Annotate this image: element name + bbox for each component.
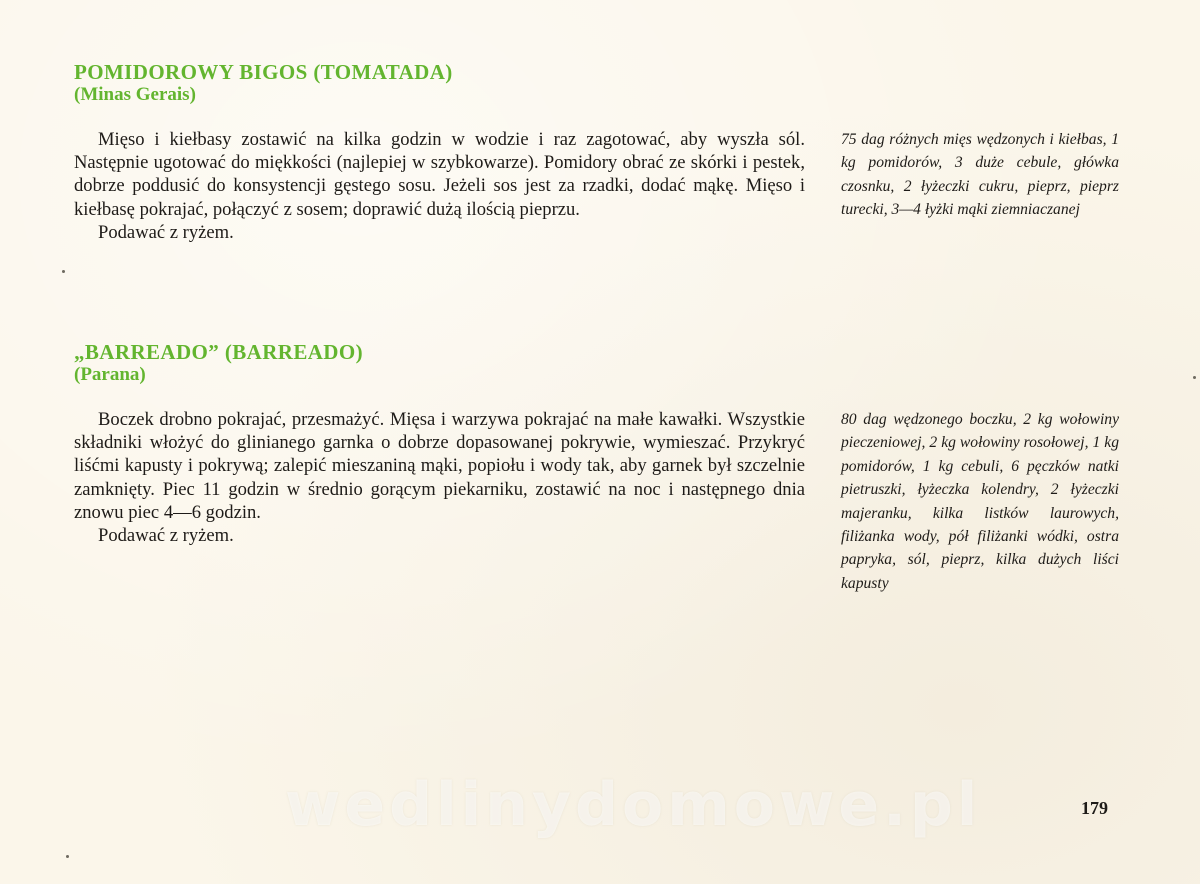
paper-speck <box>1193 376 1196 379</box>
instruction-paragraph: Boczek drobno pokrajać, przesmażyć. Mięsa i warzywa pokrajać na małe kawałki. Wszystkie składniki włożyć do glinianego garnka o dobrze dopasowanej pokrywie, wymieszać. Przykryć liśćmi kapusty i pokrywą; zalepić mieszaniną mąki, popiołu i wody tak, aby garnek był szczelnie zamknięty. Piec 11 godzin w średnio gorącym piekarniku, zostawić na noc i następnego dnia znowu piec 4—6 godzin. <box>74 409 805 523</box>
recipe-region: (Parana) <box>74 364 146 385</box>
recipe-instructions <box>74 128 805 244</box>
ingredients-list: 75 dag różnych mięs wędzonych i kiełbas, 1 kg pomidorów, 3 duże cebule, główka czosnku, 2 łyżeczki cukru, pieprz, pieprz turecki, 3—4 łyżki mąki ziemniaczanej <box>841 131 1119 219</box>
watermark: wedlinydomowe.pl <box>285 770 982 840</box>
recipe-title: POMIDOROWY BIGOS (TOMATADA) <box>74 60 453 84</box>
page-number: 179 <box>1081 798 1108 818</box>
serving-note: Podawać z ryżem. <box>98 221 234 243</box>
serving-note: Podawać z ryżem. <box>98 525 234 547</box>
paper-speck <box>62 270 65 273</box>
paper-speck <box>66 855 69 858</box>
recipe-tomatada <box>74 60 1134 243</box>
ingredients-list: 80 dag wędzonego boczku, 2 kg wołowiny pieczeniowej, 2 kg wołowiny rosołowej, 1 kg pomidorów, 1 kg cebuli, 6 pęczków natki pietruszki, łyżeczka kolendry, 2 łyżeczki majeranku, kilka listków laurowych, filiżanka wody, pół filiżanki wódki, ostra papryka, sól, pieprz, kilka dużych liści kapusty <box>841 411 1119 592</box>
recipe-region: (Minas Gerais) <box>74 84 196 105</box>
recipe-barreado <box>74 340 1134 592</box>
recipe-title: „BARREADO” (BARREADO) <box>74 340 363 364</box>
recipe-instructions <box>74 408 805 547</box>
instruction-paragraph: Mięso i kiełbasy zostawić na kilka godzin w wodzie i raz zagotować, aby wyszła sól. Następnie ugotować do miękkości (najlepiej w szybkowarze). Pomidory obrać ze skórki i pestek, dobrze poddusić do konsystencji gęstego sosu. Jeżeli sos jest za rzadki, dodać mąkę. Mięso i kiełbasę pokrajać, połączyć z sosem; doprawić dużą ilością pieprzu. <box>74 129 805 220</box>
